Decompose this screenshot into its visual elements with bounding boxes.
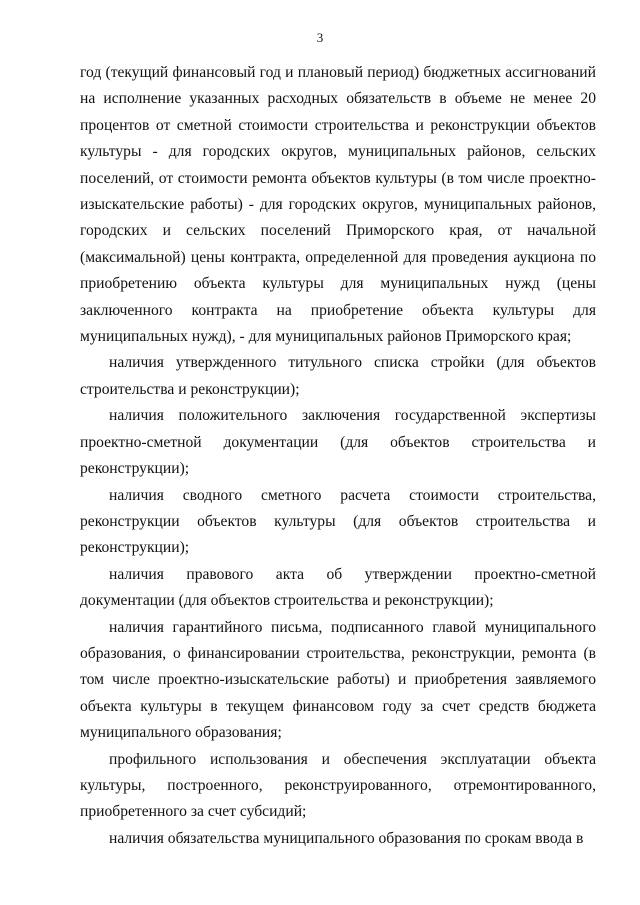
document-body [80,60,596,852]
page-number: 3 [316,30,324,45]
paragraph-state-expertise: наличия положительного заключения государственной экспертизы проектно-сметной документации (для объектов строительства и реконструкции); [80,407,596,478]
paragraph-budget-allocations: год (текущий финансовый год и плановый период) бюджетных ассигнований на исполнение указанных расходных обязательств в объеме не менее 20 процентов от сметной стоимости строительства и реконструкции объектов культуры - для городских округов, муниципальных районов, сельских поселений, от стоимости ремонта объектов культуры (в том числе проектно-изыскательские работы) - для городских округов, муниципальных районов, городских и сельских поселений Приморского края, от начальной (максимальной) цены контракта, определенной для проведения аукциона по приобретению объекта культуры для муниципальных нужд (цены заключенного контракта на приобретение объекта культуры для муниципальных нужд), - для муниципальных районов Приморского края; [80,64,596,346]
paragraph-guarantee-letter: наличия гарантийного письма, подписанного главой муниципального образования, о финансировании строительства, реконструкции, ремонта (в том числе проектно-изыскательские работы) и приобретения заявляемого объекта культуры в текущем финансовом году за счет средств бюджета муниципального образования; [80,618,596,742]
paragraph-legal-act: наличия правового акта об утверждении проектно-сметной документации (для объектов строительства и реконструкции); [80,565,596,610]
paragraph-cost-estimate: наличия сводного сметного расчета стоимости строительства, реконструкции объектов культуры (для объектов строительства и реконструкции); [80,486,596,557]
paragraph-title-list: наличия утвержденного титульного списка стройки (для объектов строительства и реконструкции); [80,354,596,398]
paragraph-profile-use: профильного использования и обеспечения эксплуатации объекта культуры, построенного, реконструированного, отремонтированного, приобретенного за счет субсидий; [80,750,596,821]
paragraph-commissioning-obligation: наличия обязательства муниципального образования по срокам ввода в [109,829,584,847]
